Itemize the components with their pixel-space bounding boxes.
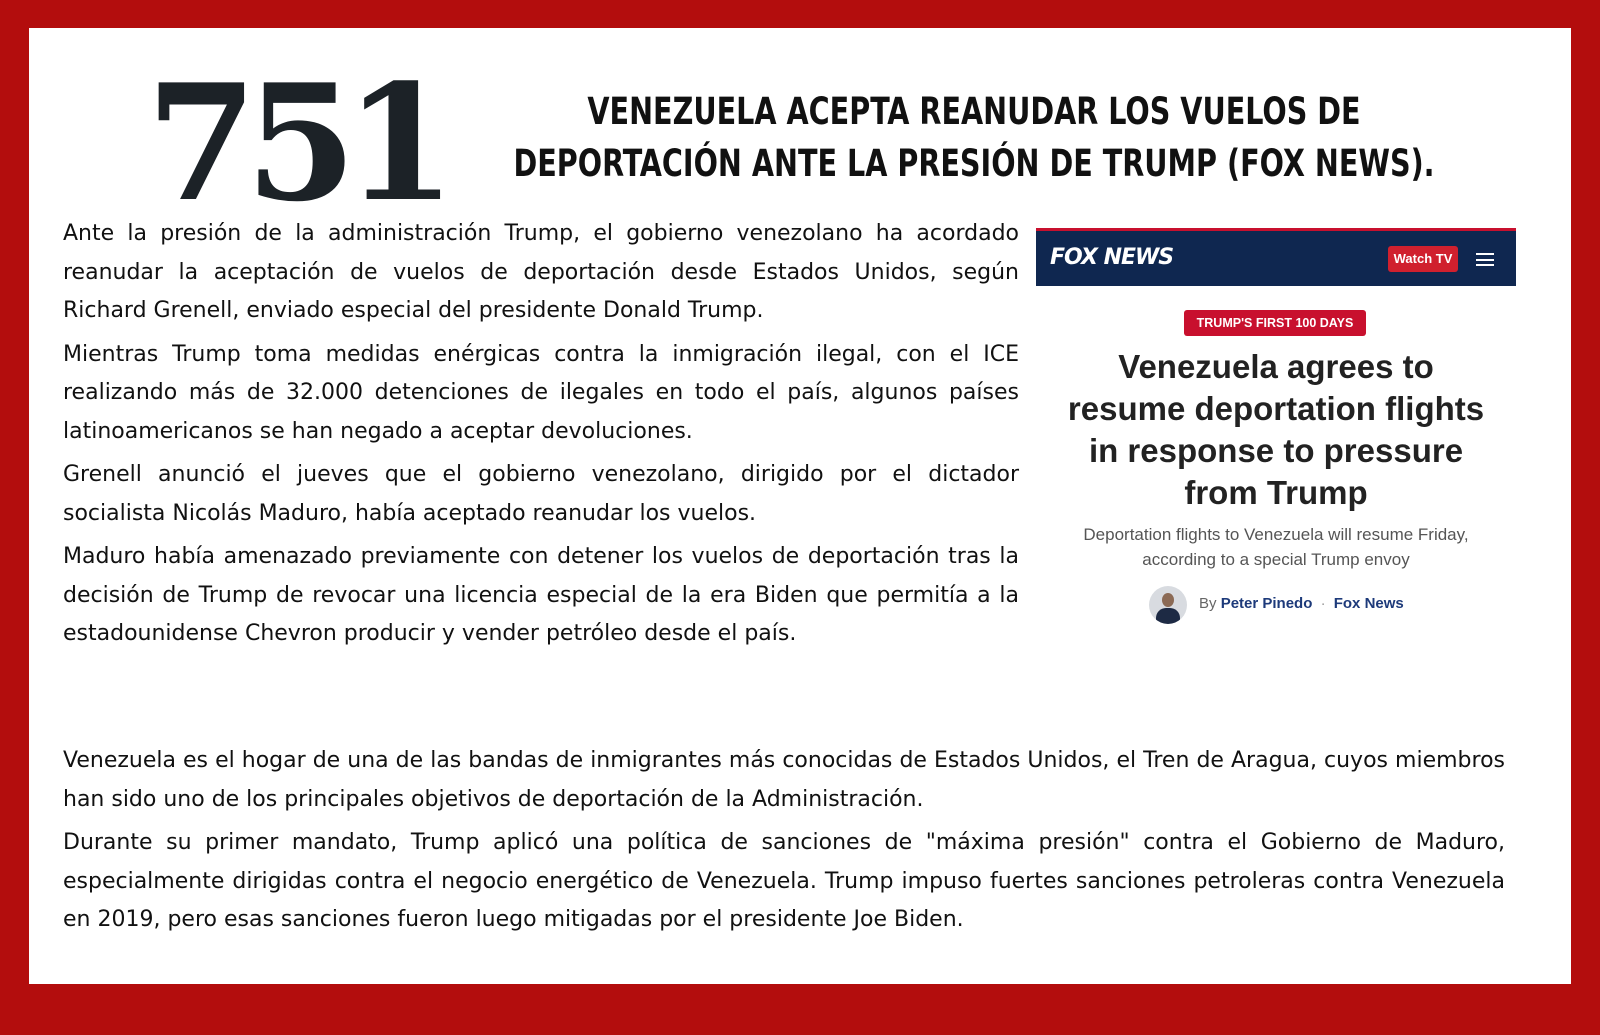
- paragraph-4: Maduro había amenazado previamente con detener los vuelos de deportación tras la decisión de Trump de revocar una licencia especial de la era Biden que permitía a la estadounidense Chevron producir y vender petróleo desde el país.: [63, 544, 1019, 646]
- headline-line-2: DEPORTACIÓN ANTE LA PRESIÓN DE TRUMP (FOX NEWS).: [513, 142, 1435, 185]
- article-bottom-section: [63, 742, 1505, 945]
- byline-author-link[interactable]: Peter Pinedo: [1220, 595, 1313, 612]
- article-left-column: [63, 215, 1019, 659]
- fox-news-header-bar: [1036, 228, 1516, 286]
- content-card: [29, 28, 1571, 984]
- byline-by: By: [1199, 595, 1217, 612]
- paragraph-5: Venezuela es el hogar de una de las bandas de inmigrantes más conocidas de Estados Unidos, el Tren de Aragua, cuyos miembros han sido uno de los principales objetivos de deportación de la Administración.: [63, 748, 1505, 812]
- paragraph-1: Ante la presión de la administración Trump, el gobierno venezolano ha acordado reanudar la aceptación de vuelos de deportación desde Estados Unidos, según Richard Grenell, enviado especial del presidente Donald Trump.: [63, 221, 1019, 323]
- fox-news-screenshot: [1036, 228, 1516, 648]
- headline-line-1: VENEZUELA ACEPTA REANUDAR LOS VUELOS DE: [587, 90, 1361, 133]
- headline: [480, 86, 1469, 190]
- fox-article-subtitle: Deportation flights to Venezuela will resume Friday, according to a special Trump envoy: [1083, 525, 1469, 569]
- post-number: 751: [146, 49, 444, 237]
- fox-article-title: Venezuela agrees to resume deportation flights in response to pressure from Trump: [1067, 348, 1485, 511]
- watch-tv-button[interactable]: Watch TV: [1388, 246, 1458, 272]
- fox-kicker-badge[interactable]: TRUMP'S FIRST 100 DAYS: [1184, 310, 1366, 336]
- author-avatar: [1149, 586, 1187, 624]
- paragraph-3: Grenell anunció el jueves que el gobierno venezolano, dirigido por el dictador socialista Nicolás Maduro, había aceptado reanudar los vuelos.: [63, 462, 1019, 526]
- paragraph-2: Mientras Trump toma medidas enérgicas contra la inmigración ilegal, con el ICE realizando más de 32.000 detenciones de ilegales en todo el país, algunos países latinoamericanos se han negado a aceptar devoluciones.: [63, 341, 1019, 444]
- paragraph-6: Durante su primer mandato, Trump aplicó una política de sanciones de "máxima presión" contra el Gobierno de Maduro, especialmente dirigidas contra el negocio energético de Venezuela. Trump impuso fuertes sanciones petroleras contra Venezuela en 2019, pero esas sanciones fueron luego mitigadas por el presidente Joe Biden.: [63, 830, 1505, 932]
- hamburger-menu-icon[interactable]: [1476, 253, 1494, 266]
- byline-outlet-link[interactable]: Fox News: [1333, 595, 1404, 612]
- byline-text: By Peter Pinedo · Fox News: [1199, 595, 1404, 612]
- fox-byline: [1149, 586, 1429, 626]
- fox-news-logo: FOX NEWS: [1050, 245, 1174, 270]
